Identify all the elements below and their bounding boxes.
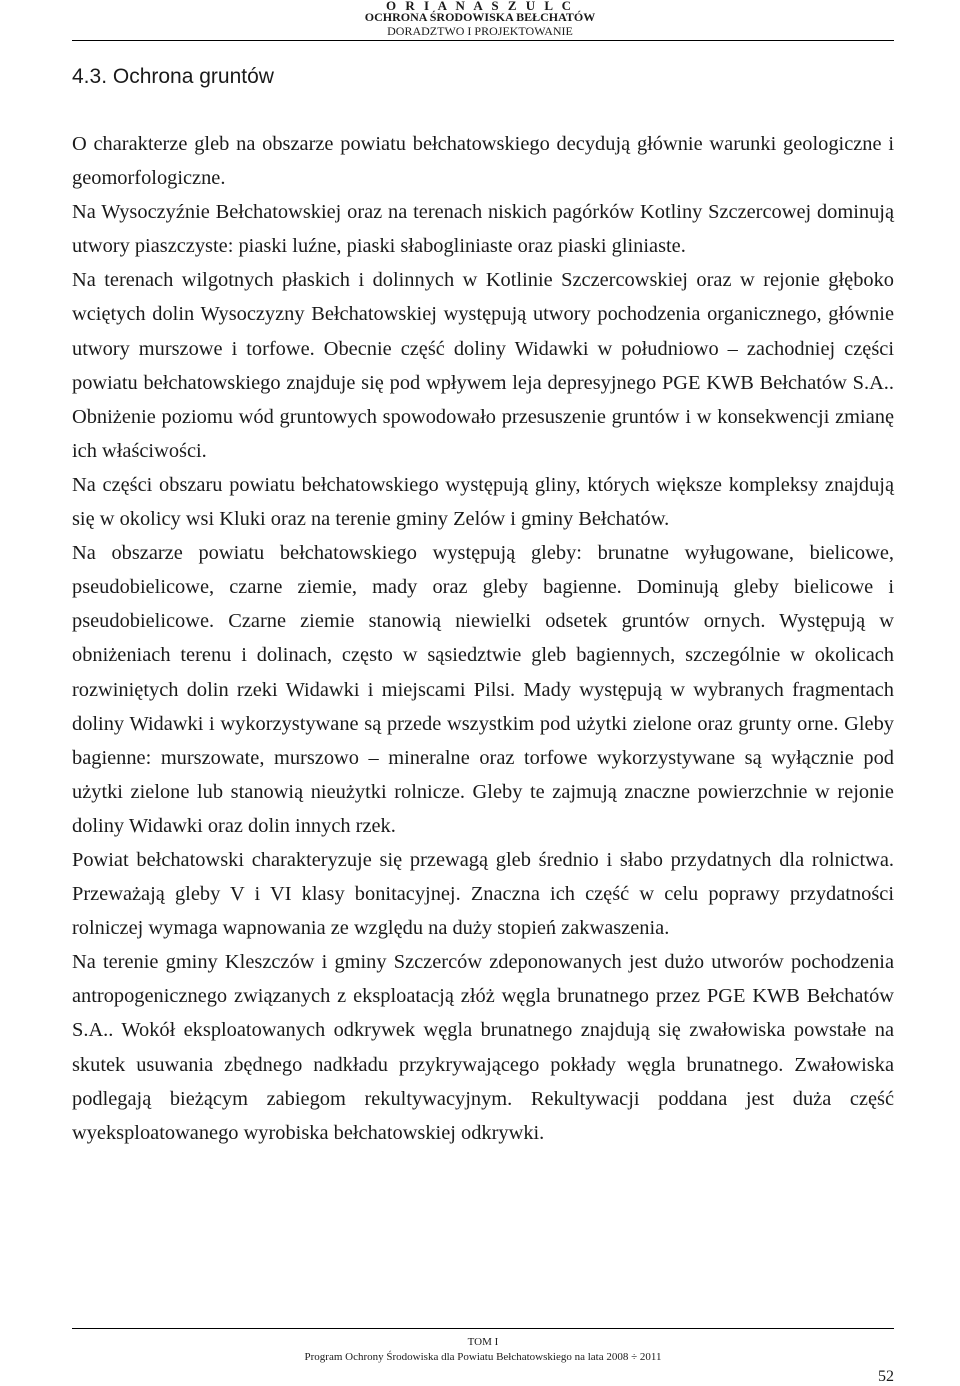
footer-divider <box>72 1328 894 1329</box>
paragraph: Na terenie gminy Kleszczów i gminy Szczerców zdeponowanych jest dużo utworów pochodzenia antropogenicznego związanych z eksploatacją złóż węgla brunatnego przez PGE KWB Bełchatów S.A.. Wokół eksploatowanych odkrywek węgla brunatnego znajdują się zwałowiska powstałe na skutek usuwania zbędnego nadkładu przykrywającego pokłady węgla brunatnego. Zwałowiska podlegają bieżącym zabiegom rekultywacyjnym. Rekultywacji poddana jest duża część wyeksploatowanego wyrobiska bełchatowskiej odkrywki. <box>72 951 894 1144</box>
footer-program: Program Ochrony Środowiska dla Powiatu Bełchatowskiego na lata 2008 ÷ 2011 <box>304 1351 662 1363</box>
section-body <box>72 127 894 1150</box>
paragraph: Na Wysoczyźnie Bełchatowskiej oraz na terenach niskich pagórków Kotliny Szczercowej dominują utwory piaszczyste: piaski luźne, piaski słabogliniaste oraz piaski gliniaste. <box>72 201 894 258</box>
header-company: O R I A N A S Z U L C <box>386 0 574 13</box>
page-number: 52 <box>878 1368 894 1385</box>
paragraph: O charakterze gleb na obszarze powiatu bełchatowskiego decydują głównie warunki geologiczne i geomorfologiczne. <box>72 133 894 190</box>
header-line3: DORADZTWO I PROJEKTOWANIE <box>387 24 573 38</box>
paragraph: Na obszarze powiatu bełchatowskiego występują gleby: brunatne wyługowane, bielicowe, pseudobielicowe, czarne ziemie, mady oraz gleby bagienne. Dominują gleby bielicowe i pseudobielicowe. Czarne ziemie stanowią niewielki odsetek gruntów ornych. Występują w obniżeniach terenu i dolinach, często w sąsiedztwie gleb bagiennych, szczególnie w okolicach rozwiniętych dolin rzeki Widawki i miejscami Pilsi. Mady występują w wybranych fragmentach doliny Widawki i wykorzystywane są przede wszystkim pod użytki zielone oraz grunty orne. Gleby bagienne: murszowate, murszowo – mineralne oraz torfowe wykorzystywane są wyłącznie pod użytki zielone lub stanowią nieużytki rolnicze. Gleby te zajmują znaczne powierzchnie w rejonie doliny Widawki oraz dolin innych rzek. <box>72 542 894 837</box>
paragraph: Powiat bełchatowski charakteryzuje się przewagą gleb średnio i słabo przydatnych dla rolnictwa. Przeważają gleby V i VI klasy bonitacyjnej. Znaczna ich część w celu poprawy przydatności rolniczej wymaga wapnowania ze względu na duży stopień zakwaszenia. <box>72 848 894 940</box>
section-title: 4.3. Ochrona gruntów <box>72 65 274 88</box>
paragraph: Na części obszaru powiatu bełchatowskiego występują gliny, których większe kompleksy znajdują się w okolicy wsi Kluki oraz na terenie gminy Zelów i gminy Bełchatów. <box>72 473 894 531</box>
footer-volume: TOM I <box>467 1336 499 1348</box>
header-divider <box>72 40 894 41</box>
paragraph: Na terenach wilgotnych płaskich i dolinnych w Kotlinie Szczercowskiej oraz w rejonie głęboko wciętych dolin Wysoczyzny Bełchatowskiej występują utwory pochodzenia organicznego, głównie utwory murszowe i torfowe. Obecnie część doliny Widawki w południowo – zachodniej części powiatu bełchatowskiego znajduje się pod wpływem leja depresyjnego PGE KWB Bełchatów S.A.. Obniżenie poziomu wód gruntowych spowodowało przesuszenie gruntów i w konsekwencji zmianę ich właściwości. <box>72 269 894 462</box>
page-header <box>0 0 960 38</box>
header-line2: OCHRONA ŚRODOWISKA BEŁCHATÓW <box>364 10 596 24</box>
page-footer <box>72 1335 894 1365</box>
